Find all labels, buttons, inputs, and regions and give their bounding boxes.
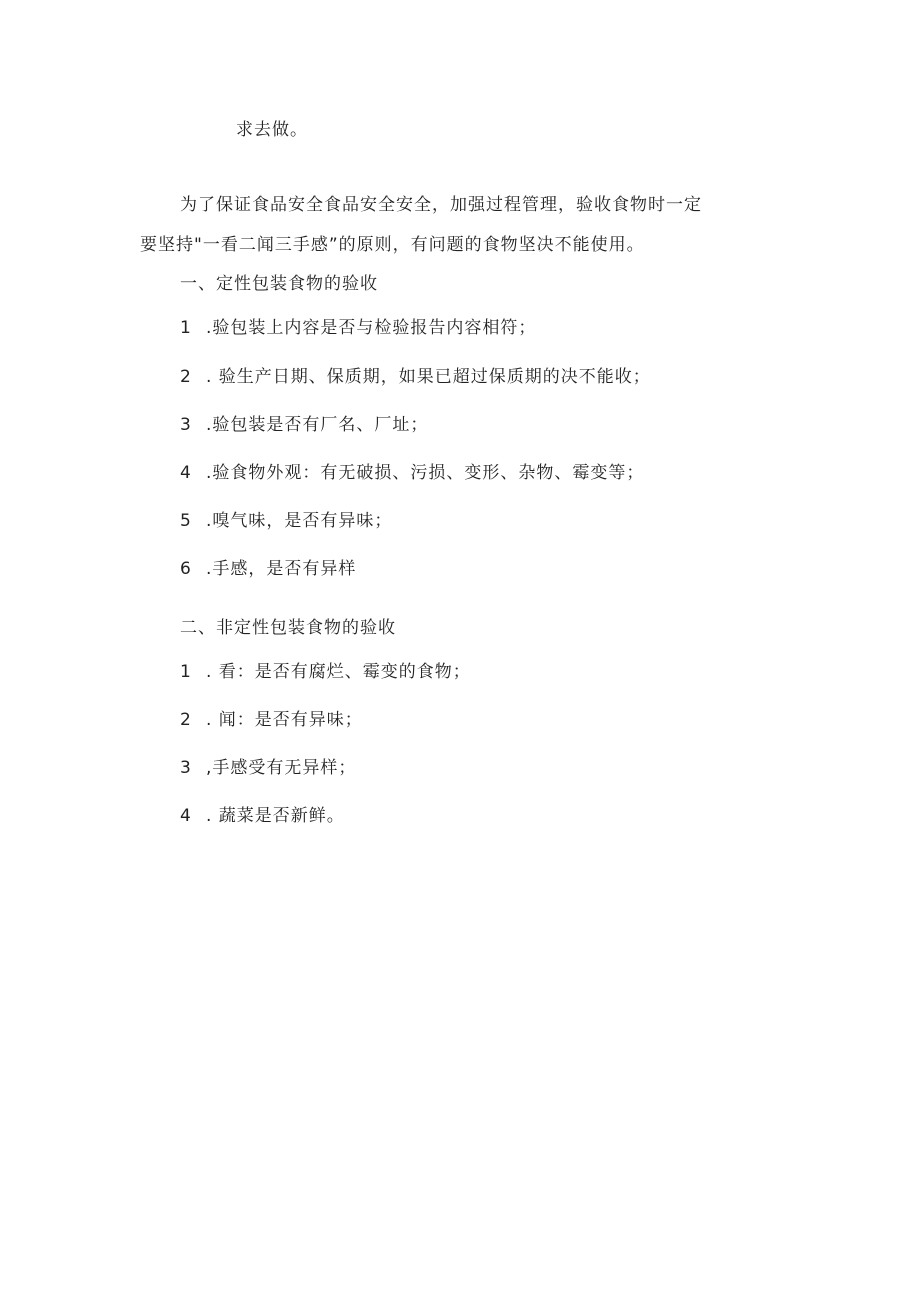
intro-line-1: 为了保证食品安全食品安全安全，加强过程管理，验收食物时一定	[180, 195, 702, 215]
item-number: 1	[180, 318, 192, 338]
section-2-item	[180, 805, 345, 827]
item-number: 2	[180, 367, 192, 387]
item-number: 4	[180, 463, 192, 483]
item-text: .手感，是否有异样	[206, 559, 357, 579]
item-number: 3	[180, 758, 192, 778]
continuation-text: 求去做。	[236, 120, 308, 140]
section-2-heading: 二、非定性包装食物的验收	[180, 618, 396, 638]
item-number: 1	[180, 662, 192, 682]
section-1-item	[180, 510, 392, 532]
item-number: 3	[180, 415, 192, 435]
section-1-item	[180, 317, 536, 339]
section-2-item	[180, 709, 363, 731]
item-text: . 验生产日期、保质期，如果已超过保质期的决不能收；	[206, 367, 651, 387]
item-text: .验食物外观：有无破损、污损、变形、杂物、霉变等；	[206, 463, 645, 483]
section-1-item	[180, 414, 428, 436]
section-1-item	[180, 558, 356, 580]
item-text: . 蔬菜是否新鲜。	[206, 806, 345, 826]
item-number: 5	[180, 511, 192, 531]
item-number: 4	[180, 806, 192, 826]
item-number: 6	[180, 559, 192, 579]
intro-line-2: 要坚持"一看二闻三手感”的原则，有问题的食物坚决不能使用。	[140, 235, 645, 255]
section-1-item	[180, 462, 644, 484]
item-text: .验包装上内容是否与检验报告内容相符；	[206, 318, 537, 338]
section-2-item	[180, 757, 356, 779]
item-text: . 闻：是否有异味；	[206, 710, 363, 730]
section-1-item	[180, 366, 651, 388]
item-text: .验包装是否有厂名、厂址；	[206, 415, 429, 435]
section-2-item	[180, 661, 471, 683]
item-text: .嗅气味，是否有异味；	[206, 511, 393, 531]
item-number: 2	[180, 710, 192, 730]
item-text: ,手感受有无异样；	[206, 758, 357, 778]
section-1-heading: 一、定性包装食物的验收	[180, 274, 378, 294]
item-text: . 看：是否有腐烂、霉变的食物；	[206, 662, 471, 682]
